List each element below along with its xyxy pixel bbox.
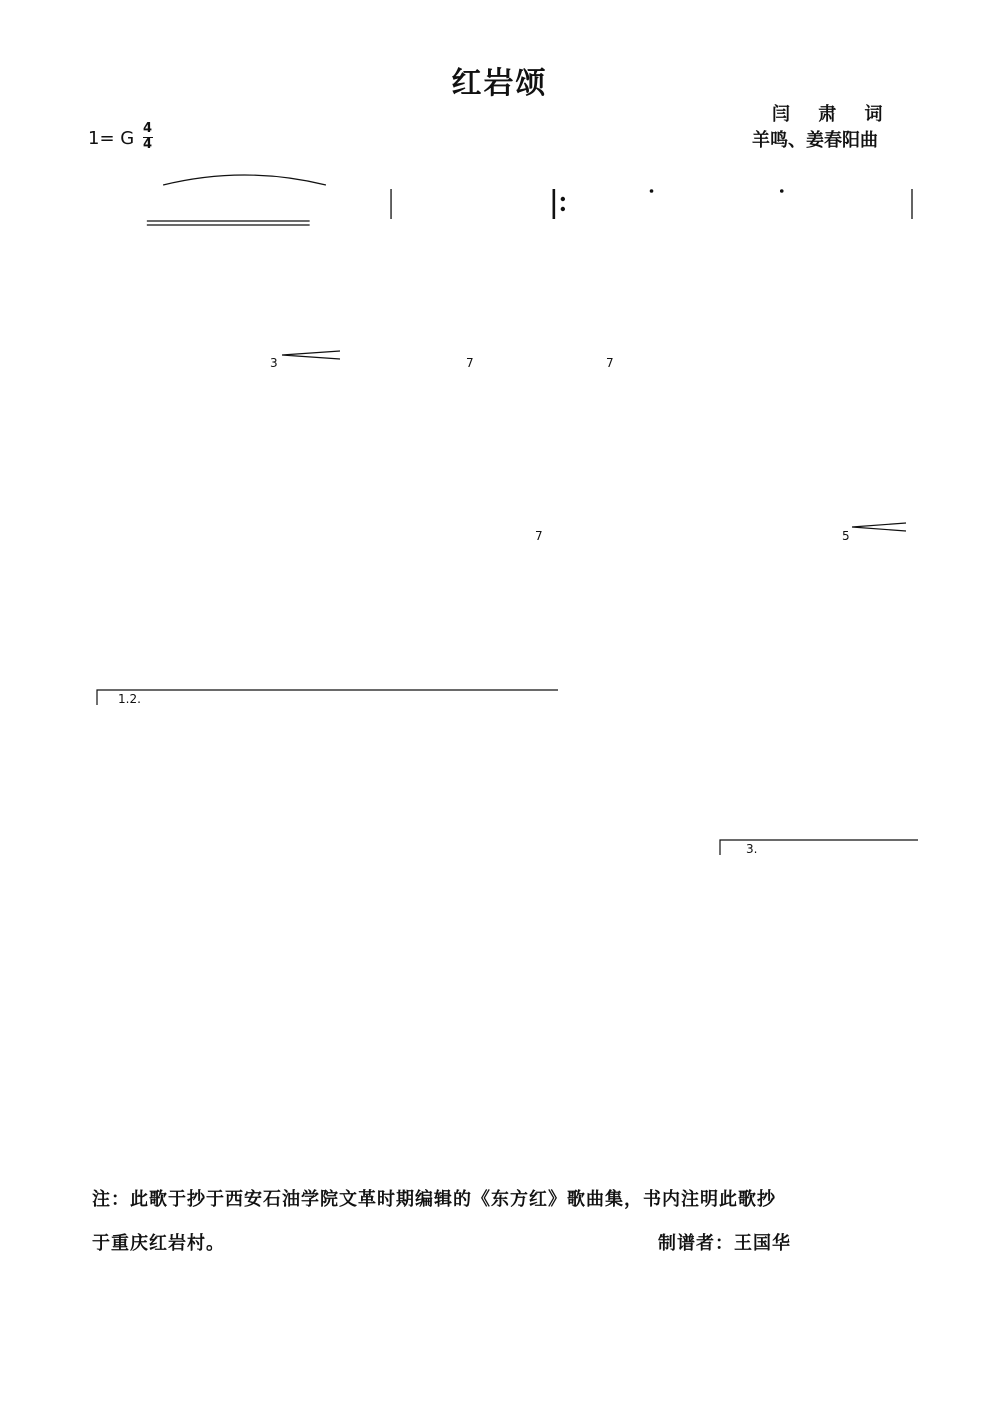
composer-credit: 羊鸣、姜春阳曲 bbox=[752, 130, 878, 151]
footnote-line-2: 于重庆红岩村。 bbox=[92, 1233, 225, 1254]
octave-dot bbox=[780, 189, 784, 193]
footnote-line-1: 注：此歌于抄于西安石油学院文革时期编辑的《东方红》歌曲集，书内注明此歌抄 bbox=[92, 1189, 776, 1210]
octave-dot bbox=[650, 189, 654, 193]
repeat-dot bbox=[561, 197, 565, 201]
volta-first bbox=[97, 690, 558, 706]
volta-third bbox=[720, 840, 918, 856]
key-signature: 1= G bbox=[88, 128, 135, 149]
grace-note: 5 bbox=[842, 529, 850, 543]
grace-note: 7 bbox=[466, 356, 474, 370]
slur bbox=[163, 175, 326, 185]
repeat-dot bbox=[561, 207, 565, 211]
grace-note: 7 bbox=[606, 356, 614, 370]
time-signature-top: 4 bbox=[143, 121, 153, 136]
song-title: 红岩颂 bbox=[451, 66, 548, 101]
volta-first-label: 1.2. bbox=[118, 692, 141, 706]
lyricist-credit: 闫 肃 词 bbox=[772, 104, 883, 125]
grace-note: 7 bbox=[535, 529, 543, 543]
arranger-credit: 制谱者：王国华 bbox=[658, 1233, 791, 1254]
time-signature-bottom: 4 bbox=[143, 137, 153, 152]
grace-note: 3 bbox=[270, 356, 278, 370]
volta-third-label: 3. bbox=[746, 842, 758, 856]
